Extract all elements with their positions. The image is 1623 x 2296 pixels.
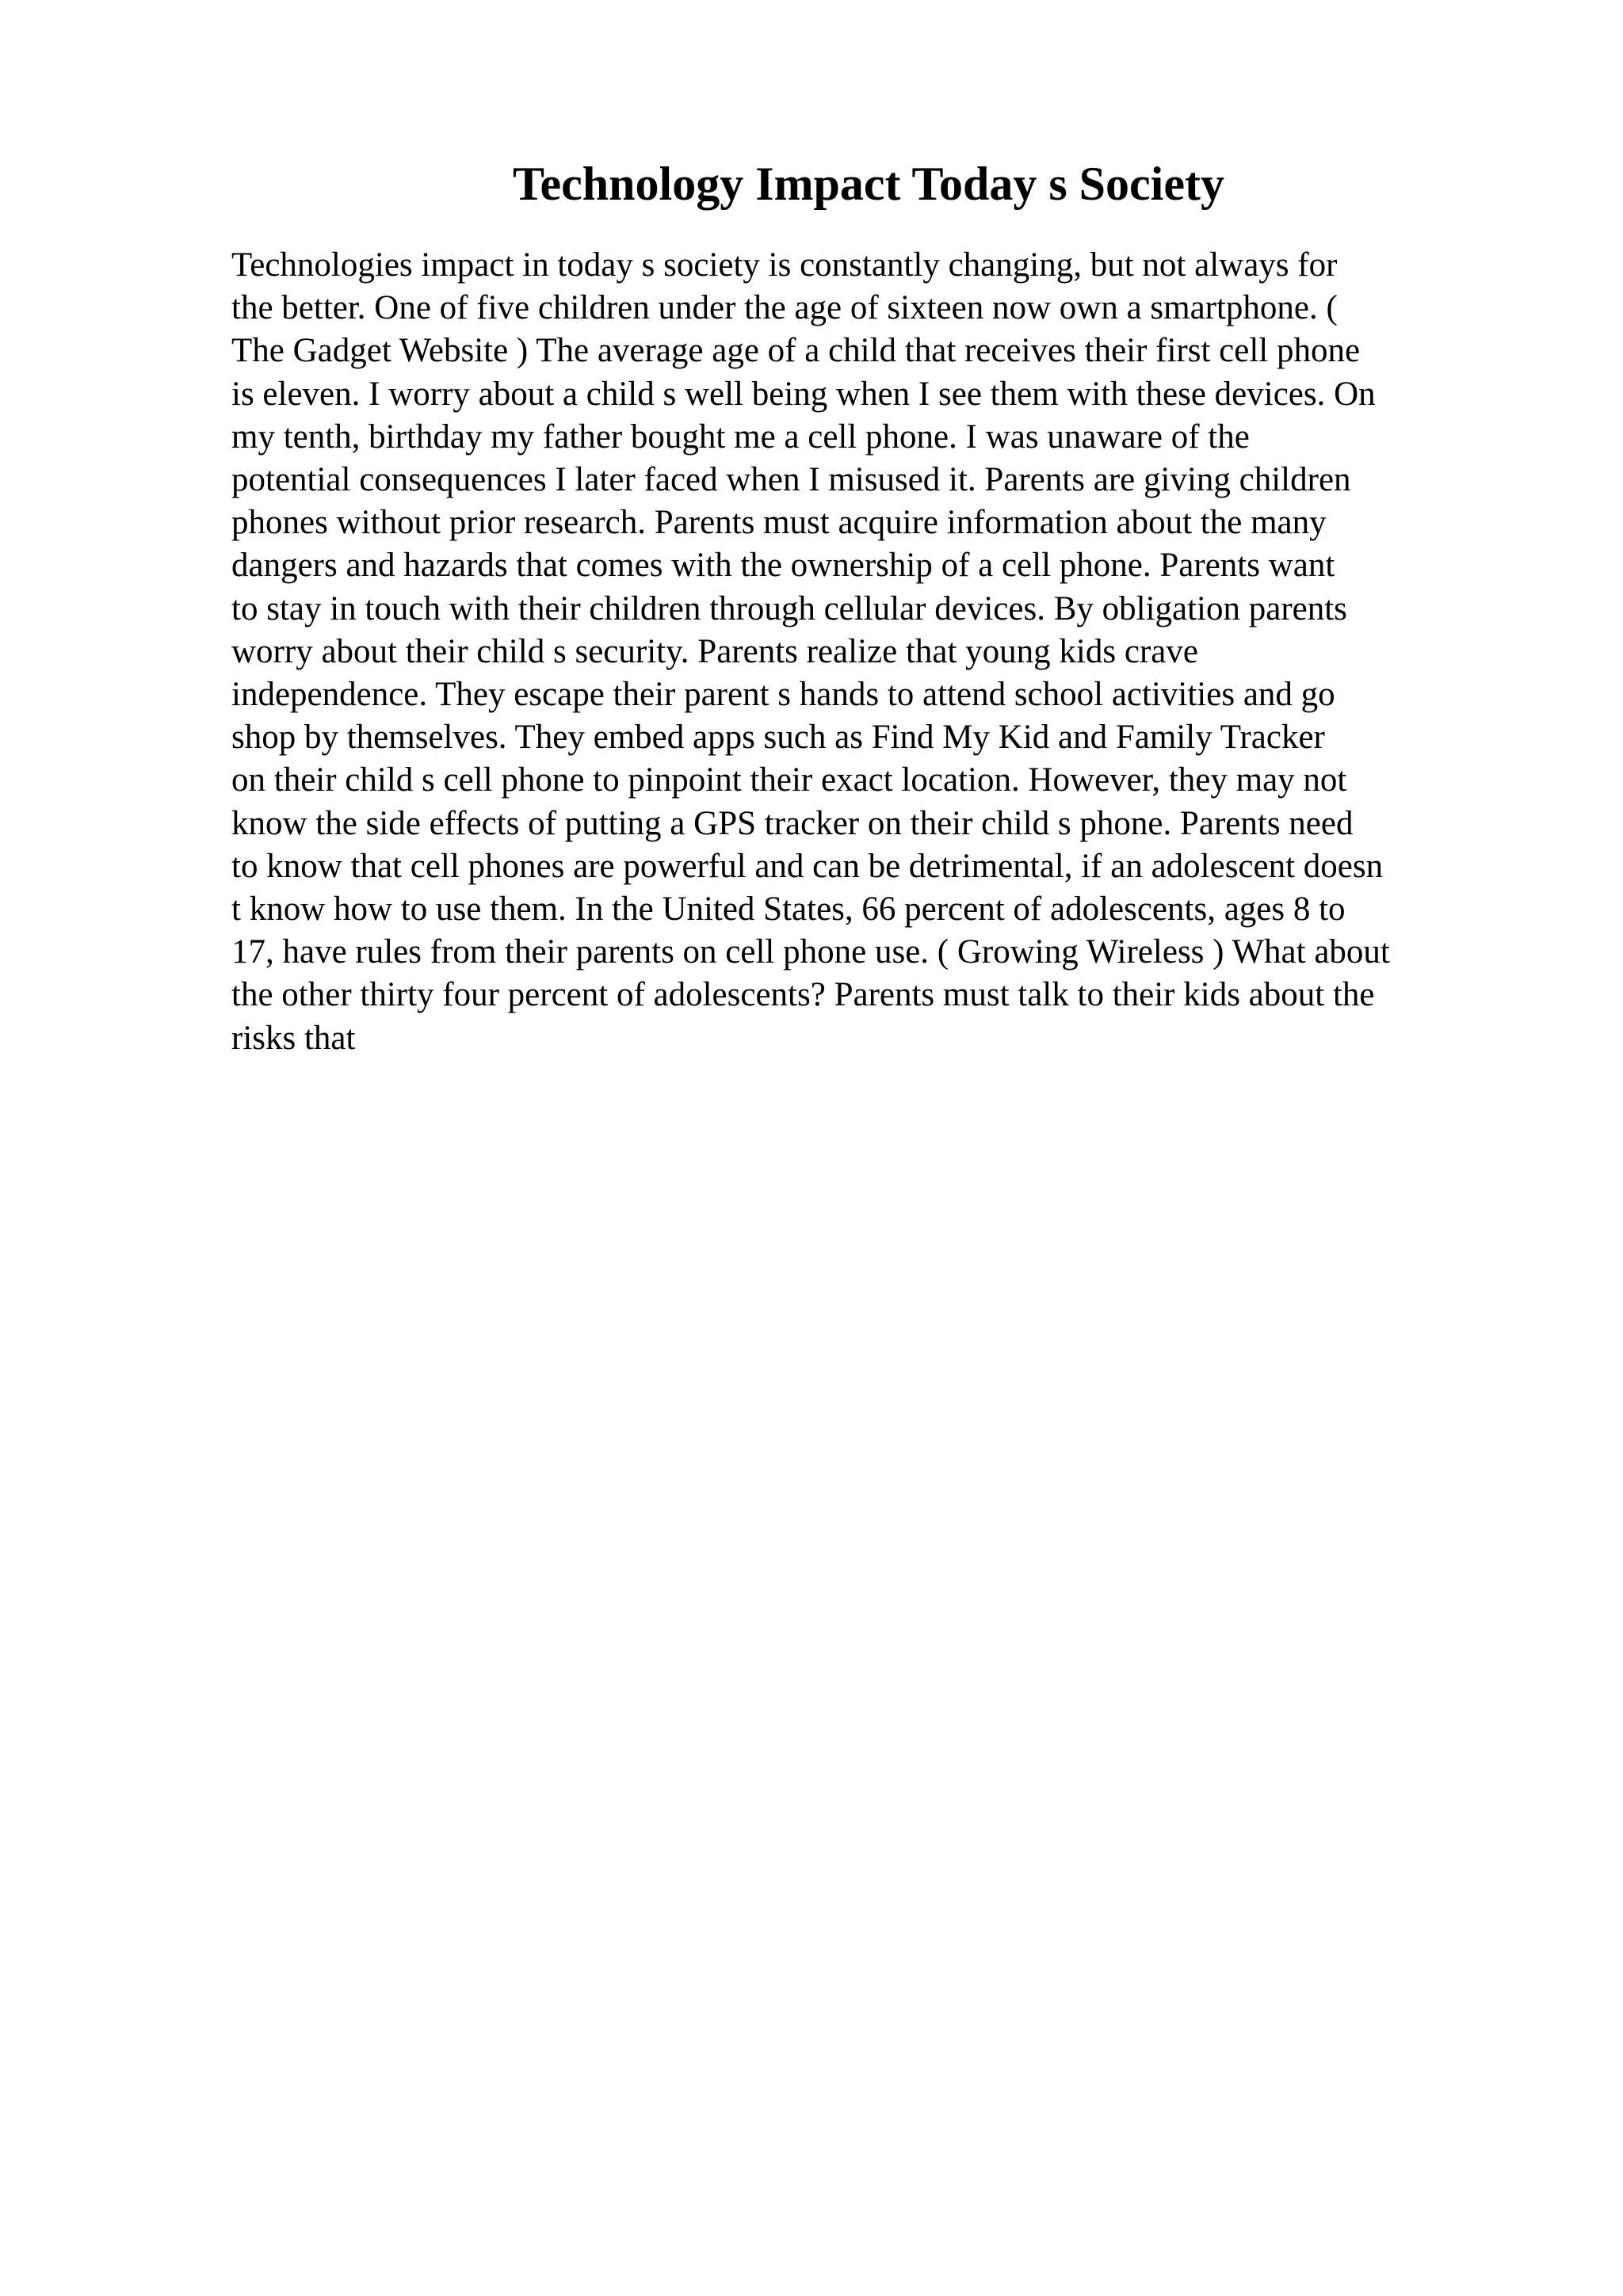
text-line: know the side effects of putting a GPS tracker on their child s phone. Parents need: [231, 804, 1354, 842]
text-line: is eleven. I worry about a child s well being when I see them with these devices. On: [231, 375, 1376, 413]
text-line: The Gadget Website ) The average age of a child that receives their first cell phone: [231, 332, 1361, 370]
text-line: Technologies impact in today s society is constantly changing, but not always for: [231, 246, 1338, 284]
text-line: the better. One of five children under the age of sixteen now own a smartphone. (: [231, 289, 1338, 327]
text-line: potential consequences I later faced when I misused it. Parents are giving children: [231, 461, 1351, 499]
text-line: independence. They escape their parent s hands to attend school activities and go: [231, 676, 1335, 714]
text-line: to know that cell phones are powerful and can be detrimental, if an adolescent doesn: [231, 847, 1384, 885]
text-line: t know how to use them. In the United States, 66 percent of adolescents, ages 8 to: [231, 891, 1346, 929]
text-line: worry about their child s security. Parents realize that young kids crave: [231, 632, 1198, 670]
text-line: risks that: [231, 1019, 356, 1057]
text-line: my tenth, birthday my father bought me a cell phone. I was unaware of the: [231, 418, 1250, 456]
page-title: Technology Impact Today s Society: [513, 158, 1224, 210]
text-line: the other thirty four percent of adolescents? Parents must talk to their kids about the: [231, 976, 1375, 1014]
body-paragraph: [231, 244, 1515, 1060]
text-line: to stay in touch with their children through cellular devices. By obligation parents: [231, 589, 1347, 627]
text-line: shop by themselves. They embed apps such as Find My Kid and Family Tracker: [231, 719, 1325, 757]
text-line: on their child s cell phone to pinpoint their exact location. However, they may not: [231, 761, 1347, 799]
text-line: dangers and hazards that comes with the ownership of a cell phone. Parents want: [231, 547, 1335, 585]
text-line: phones without prior research. Parents must acquire information about the many: [231, 504, 1327, 542]
text-line: 17, have rules from their parents on cell phone use. ( Growing Wireless ) What about: [231, 933, 1390, 971]
